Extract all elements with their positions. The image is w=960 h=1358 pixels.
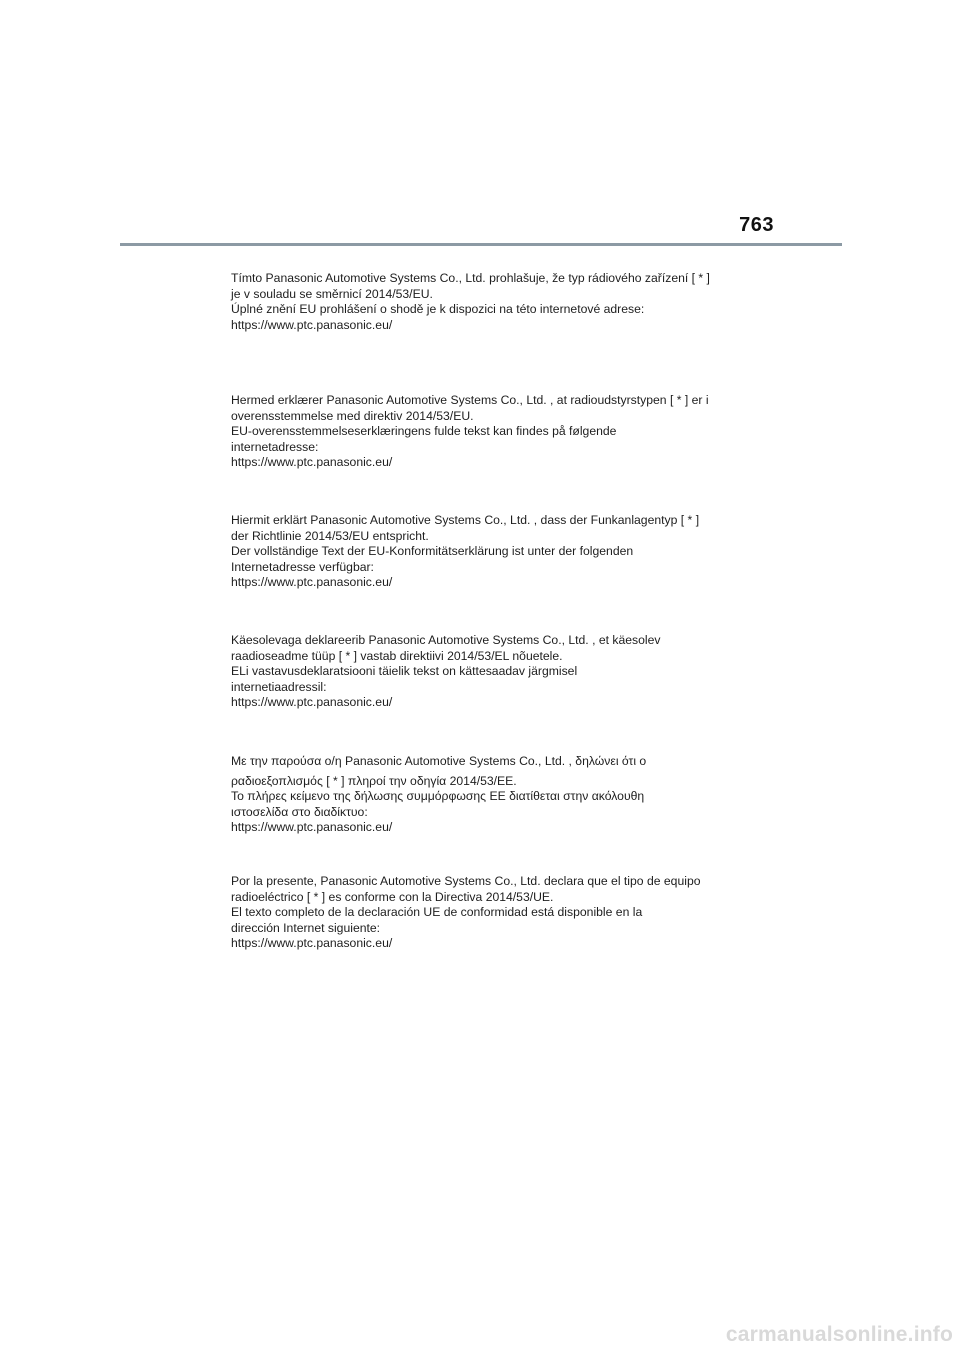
watermark: carmanualsonline.info (725, 1323, 953, 1346)
declaration-line: internetiaadressil: (231, 679, 327, 694)
declaration-greek (231, 754, 751, 836)
declaration-line: Tímto Panasonic Automotive Systems Co., Ltd. prohlašuje, že typ rádiového zařízení [ * ] (231, 271, 710, 285)
declaration-czech (231, 271, 751, 333)
declaration-line: Hermed erklærer Panasonic Automotive Systems Co., Ltd. , at radioudstyrstypen [ * ] er i (231, 393, 709, 407)
declaration-german (231, 513, 751, 591)
declaration-spanish (231, 874, 751, 952)
header-divider (120, 243, 842, 246)
page-number: 763 (739, 214, 774, 236)
declaration-line: je v souladu se směrnicí 2014/53/EU. (231, 286, 433, 301)
declaration-line: overensstemmelse med direktiv 2014/53/EU. (231, 408, 474, 423)
declaration-line: Por la presente, Panasonic Automotive Systems Co., Ltd. declara que el tipo de equipo (231, 874, 701, 888)
declaration-line: EU-overensstemmelseserklæringens fulde tekst kan findes på følgende (231, 424, 617, 439)
declaration-url: https://www.ptc.panasonic.eu/ (231, 695, 393, 710)
declaration-line: internetadresse: (231, 439, 319, 454)
declaration-line: ραδιοεξοπλισμός [ * ] πληροί την οδηγία 2014/53/ΕΕ. (231, 773, 517, 788)
declaration-line: Úplné znění EU prohlášení o shodě je k dispozici na této internetové adrese: (231, 302, 645, 317)
declaration-line: Der vollständige Text der EU-Konformitätserklärung ist unter der folgenden (231, 544, 634, 559)
declaration-line: Hiermit erklärt Panasonic Automotive Systems Co., Ltd. , dass der Funkanlagentyp [ * ] (231, 513, 700, 527)
declaration-url: https://www.ptc.panasonic.eu/ (231, 455, 393, 470)
declaration-line: ELi vastavusdeklaratsiooni täielik tekst on kättesaadav järgmisel (231, 664, 578, 679)
declaration-line: radioeléctrico [ * ] es conforme con la Directiva 2014/53/UE. (231, 889, 554, 904)
declaration-url: https://www.ptc.panasonic.eu/ (231, 317, 393, 332)
declaration-danish (231, 393, 751, 471)
declaration-line: ιστοσελίδα στο διαδίκτυο: (231, 804, 368, 819)
declaration-line: der Richtlinie 2014/53/EU entspricht. (231, 528, 429, 543)
declaration-estonian (231, 633, 751, 711)
declaration-line: Με την παρούσα ο/η Panasonic Automotive Systems Co., Ltd. , δηλώνει ότι ο (231, 754, 647, 768)
declaration-url: https://www.ptc.panasonic.eu/ (231, 820, 393, 835)
declaration-line: dirección Internet siguiente: (231, 920, 381, 935)
declaration-url: https://www.ptc.panasonic.eu/ (231, 936, 393, 951)
declaration-line: Internetadresse verfügbar: (231, 559, 374, 574)
declaration-line: Käesolevaga deklareerib Panasonic Automotive Systems Co., Ltd. , et käesolev (231, 633, 661, 647)
declaration-url: https://www.ptc.panasonic.eu/ (231, 575, 393, 590)
declaration-line: El texto completo de la declaración UE de conformidad está disponible en la (231, 905, 643, 920)
declaration-line: Το πλήρες κείμενο της δήλωσης συμμόρφωσης ΕΕ διατίθεται στην ακόλουθη (231, 789, 645, 804)
declaration-line: raadioseadme tüüp [ * ] vastab direktiivi 2014/53/EL nõuetele. (231, 648, 563, 663)
